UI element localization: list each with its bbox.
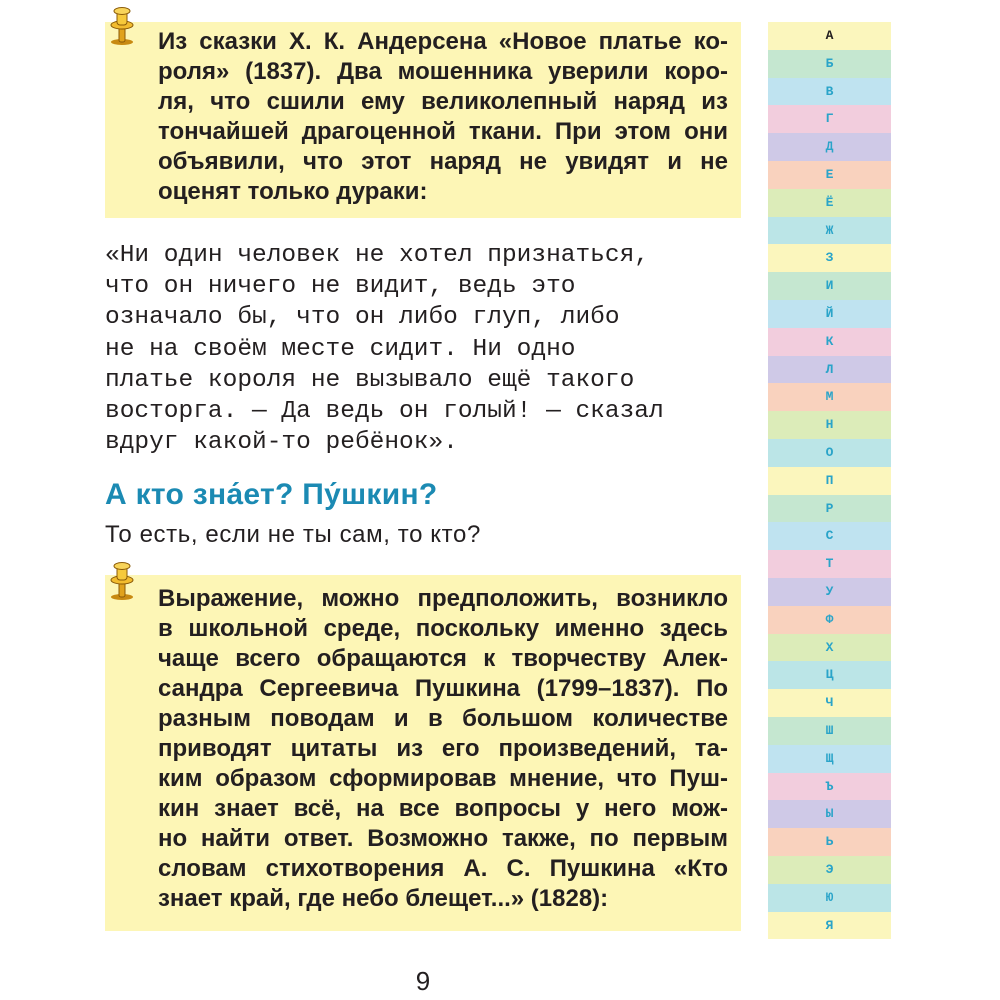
alphabet-index xyxy=(768,22,891,939)
section-title: А кто зна́ет? Пу́шкин? xyxy=(105,478,438,511)
alphabet-tab[interactable]: И xyxy=(768,272,891,300)
alphabet-tab[interactable]: Э xyxy=(768,856,891,884)
text-line: роля» (1837). Два мошенника уверили коро- xyxy=(158,58,728,85)
alphabet-tab[interactable]: П xyxy=(768,467,891,495)
alphabet-tab[interactable]: Ж xyxy=(768,217,891,245)
alphabet-tab[interactable]: С xyxy=(768,522,891,550)
text-line: в школьной среде, поскольку именно здесь xyxy=(158,615,728,642)
text-line: ля, что сшили ему великолепный наряд из xyxy=(158,88,728,115)
alphabet-tab[interactable]: Ю xyxy=(768,884,891,912)
pushpin-icon xyxy=(106,561,138,601)
andersen-quote xyxy=(105,240,745,458)
section-subtitle: То есть, если не ты сам, то кто? xyxy=(105,521,481,548)
alphabet-tab[interactable]: Й xyxy=(768,300,891,328)
quote-line: восторга. — Да ведь он голый! — сказал xyxy=(105,397,664,425)
alphabet-tab[interactable]: Ё xyxy=(768,189,891,217)
alphabet-tab[interactable]: У xyxy=(768,578,891,606)
text-line: сандра Сергеевича Пушкина (1799–1837). По xyxy=(158,675,728,702)
text-line: Из сказки Х. К. Андерсена «Новое платье ко- xyxy=(158,28,728,55)
quote-line: означало бы, что он либо глуп, либо xyxy=(105,304,620,332)
alphabet-tab[interactable]: Ъ xyxy=(768,773,891,801)
alphabet-tab[interactable]: Ь xyxy=(768,828,891,856)
text-line: ким образом сформировав мнение, что Пуш- xyxy=(158,765,728,792)
text-line: тончайшей драгоценной ткани. При этом они xyxy=(158,118,728,145)
text-line: кин знает всё, на все вопросы у него мож- xyxy=(158,795,728,822)
alphabet-tab[interactable]: Е xyxy=(768,161,891,189)
quote-line: что он ничего не видит, ведь это xyxy=(105,273,576,301)
text-line: но найти ответ. Возможно также, по первым xyxy=(158,825,728,852)
alphabet-tab[interactable]: М xyxy=(768,383,891,411)
text-line: разным поводам и в большом количестве xyxy=(158,705,728,732)
alphabet-tab[interactable]: Р xyxy=(768,495,891,523)
alphabet-tab[interactable]: Ц xyxy=(768,661,891,689)
quote-line: «Ни один человек не хотел признаться, xyxy=(105,242,649,269)
text-line: чаще всего обращаются к творчеству Алек- xyxy=(158,645,728,672)
alphabet-tab[interactable]: Г xyxy=(768,105,891,133)
alphabet-tab[interactable]: Ч xyxy=(768,689,891,717)
alphabet-tab[interactable]: Ш xyxy=(768,717,891,745)
alphabet-tab[interactable]: О xyxy=(768,439,891,467)
quote-line: платье короля не вызывало ещё такого xyxy=(105,366,635,394)
quote-line: вдруг какой-то ребёнок». xyxy=(105,429,458,457)
alphabet-tab[interactable]: Я xyxy=(768,912,891,940)
alphabet-tab[interactable]: Ф xyxy=(768,606,891,634)
text-line: Выражение, можно предположить, возникло xyxy=(158,585,728,612)
alphabet-tab[interactable]: Х xyxy=(768,634,891,662)
alphabet-tab[interactable]: З xyxy=(768,244,891,272)
quote-line: не на своём месте сидит. Ни одно xyxy=(105,335,576,363)
text-line: знает край, где небо блещет...» (1828): xyxy=(158,885,609,912)
text-line: словам стихотворения А. С. Пушкина «Кто xyxy=(158,855,728,882)
alphabet-tab[interactable]: Б xyxy=(768,50,891,78)
alphabet-tab[interactable]: А xyxy=(768,22,891,50)
note-andersen-text xyxy=(158,27,728,207)
pushpin-icon xyxy=(106,6,138,46)
alphabet-tab[interactable]: В xyxy=(768,78,891,106)
text-line: объявили, что этот наряд не увидят и не xyxy=(158,148,728,175)
text-line: оценят только дураки: xyxy=(158,178,428,205)
alphabet-tab[interactable]: Л xyxy=(768,356,891,384)
alphabet-tab[interactable]: Т xyxy=(768,550,891,578)
text-line: приводят цитаты из его произведений, та- xyxy=(158,735,728,762)
alphabet-tab[interactable]: Ы xyxy=(768,800,891,828)
page-number: 9 xyxy=(415,966,431,996)
note-pushkin-text xyxy=(158,584,728,914)
alphabet-tab[interactable]: Н xyxy=(768,411,891,439)
alphabet-tab[interactable]: Щ xyxy=(768,745,891,773)
alphabet-tab[interactable]: Д xyxy=(768,133,891,161)
alphabet-tab[interactable]: К xyxy=(768,328,891,356)
